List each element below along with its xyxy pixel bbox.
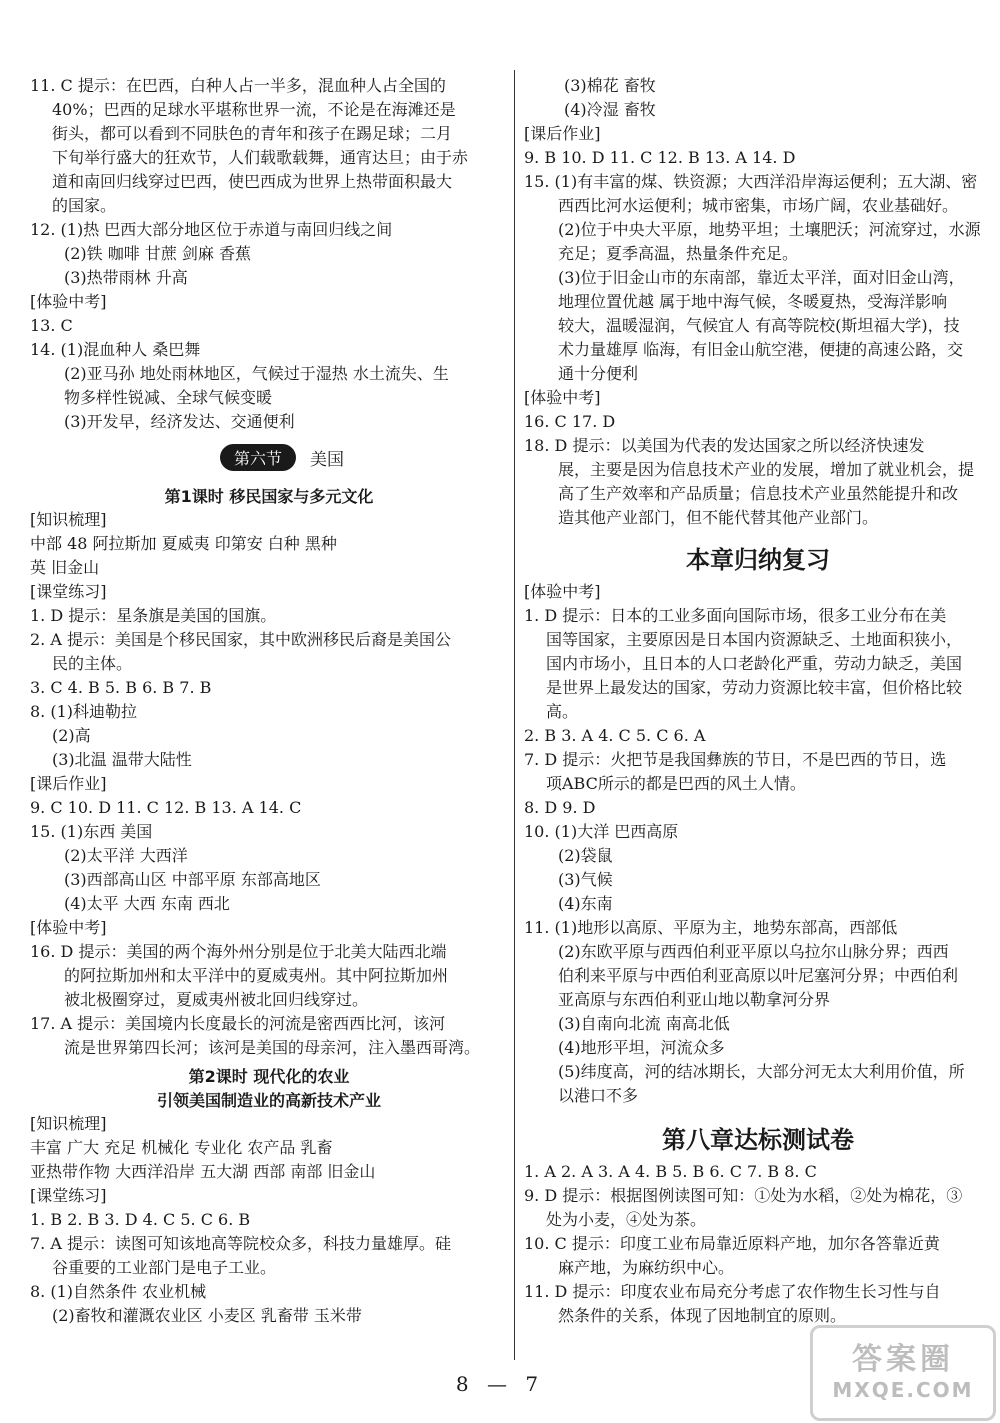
text-line: 1. A 2. A 3. A 4. B 5. B 6. C 7. B 8. C — [524, 1162, 817, 1181]
text-line: 丰富 广大 充足 机械化 专业化 农产品 乳畜 — [30, 1138, 333, 1157]
text-line: (3)开发早，经济发达、交通便利 — [64, 412, 295, 431]
subsection-heading: [体验中考] — [524, 388, 601, 407]
text-line: 展，主要是因为信息技术产业的发展，增加了就业机会，提 — [558, 460, 975, 479]
text-line: (3)西部高山区 中部平原 东部高地区 — [64, 870, 321, 889]
column-divider — [514, 70, 515, 1360]
section-name: 美国 — [310, 450, 345, 470]
text-line: 谷重要的工业部门是电子工业。 — [52, 1258, 277, 1277]
text-line: 1. D 提示：日本的工业多面向国际市场，很多工业分布在美 — [524, 606, 947, 625]
text-line: 处为小麦，④处为茶。 — [546, 1210, 707, 1229]
watermark-url: MXQE.COM — [832, 1378, 974, 1402]
text-line: 项ABC所示的都是巴西的风土人情。 — [546, 774, 806, 793]
text-line: (2)高 — [52, 726, 91, 745]
text-line: 伯利来平原与中西伯利亚高原以叶尼塞河分界；中西伯利 — [558, 966, 959, 985]
lesson-title: 第1课时 移民国家与多元文化 — [164, 487, 374, 506]
text-line: 以港口不多 — [558, 1086, 639, 1105]
lesson-subtitle: 引领美国制造业的高新技术产业 — [156, 1091, 381, 1110]
text-line: (2)畜牧和灌溉农业区 小麦区 乳畜带 玉米带 — [52, 1306, 362, 1325]
text-line: 的阿拉斯加州和太平洋中的夏威夷州。其中阿拉斯加州 — [64, 966, 449, 985]
watermark-text: 答案圈 — [852, 1342, 954, 1377]
text-line: 造其他产业部门，但不能代替其他产业部门。 — [558, 508, 879, 527]
text-line: 13. C — [30, 316, 73, 335]
chapter-review-title: 本章归纳复习 — [686, 546, 830, 574]
text-line: 18. D 提示：以美国为代表的发达国家之所以经济快速发 — [524, 436, 925, 455]
text-line: 国等国家，主要原因是日本国内资源缺乏、土地面积狭小， — [546, 630, 963, 649]
text-line: 17. A 提示：美国境内长度最长的河流是密西西比河，该河 — [30, 1014, 446, 1033]
text-line: (4)东南 — [558, 894, 613, 913]
text-line: (3)棉花 畜牧 — [564, 76, 656, 95]
text-line: 2. A 提示：美国是个移民国家，其中欧洲移民后裔是美国公 — [30, 630, 451, 649]
text-line: 7. D 提示：火把节是我国彝族的节日，不是巴西的节日，选 — [524, 750, 947, 769]
subsection-heading: [课后作业] — [30, 774, 107, 793]
section-header — [220, 444, 344, 471]
text-line: 1. D 提示：星条旗是美国的国旗。 — [30, 606, 277, 625]
text-line: 被北极圈穿过，夏威夷州被北回归线穿过。 — [64, 990, 369, 1009]
subsection-heading: [体验中考] — [30, 918, 107, 937]
text-line: 术力量雄厚 临海，有旧金山航空港，便捷的高速公路，交 — [558, 340, 964, 359]
text-line: 高了生产效率和产品质量；信息技术产业虽然能提升和改 — [558, 484, 959, 503]
text-line: 11. D 提示：印度农业布局充分考虑了农作物生长习性与自 — [524, 1282, 941, 1301]
text-line: (3)气候 — [558, 870, 613, 889]
text-line: 道和南回归线穿过巴西，使巴西成为世界上热带面积最大 — [52, 172, 453, 191]
text-line: 中部 48 阿拉斯加 夏威夷 印第安 白种 黑种 — [30, 534, 337, 553]
text-line: (4)地形平坦，河流众多 — [558, 1038, 725, 1057]
text-line: (2)东欧平原与西西伯利亚平原以乌拉尔山脉分界；西西 — [558, 942, 949, 961]
text-line: 11. C 提示：在巴西，白种人占一半多，混血种人占全国的 — [30, 76, 446, 95]
text-line: 充足；夏季高温，热量条件充足。 — [558, 244, 799, 263]
text-line: 12. (1)热 巴西大部分地区位于赤道与南回归线之间 — [30, 220, 393, 239]
text-line: 地理位置优越 属于地中海气候，冬暖夏热，受海洋影响 — [558, 292, 948, 311]
text-line: 国内市场小，且日本的人口老龄化严重，劳动力缺乏，美国 — [546, 654, 963, 673]
subsection-heading: [课堂练习] — [30, 582, 107, 601]
watermark-logo — [810, 1325, 996, 1421]
text-line: 通十分便利 — [558, 364, 639, 383]
text-line: 7. A 提示：读图可知该地高等院校众多，科技力量雄厚。硅 — [30, 1234, 451, 1253]
text-line: (2)袋鼠 — [558, 846, 613, 865]
text-line: (3)北温 温带大陆性 — [52, 750, 192, 769]
text-line: 16. D 提示：美国的两个海外州分别是位于北美大陆西北端 — [30, 942, 447, 961]
text-line: 街头，都可以看到不同肤色的青年和孩子在踢足球；二月 — [52, 124, 453, 143]
subsection-heading: [体验中考] — [30, 292, 107, 311]
text-line: 的国家。 — [52, 196, 117, 215]
text-line: (4)太平 大西 东南 西北 — [64, 894, 230, 913]
text-line: (2)铁 咖啡 甘蔗 剑麻 香蕉 — [64, 244, 252, 263]
text-line: (2)位于中央大平原，地势平坦；土壤肥沃；河流穿过，水源 — [558, 220, 981, 239]
text-line: 9. D 提示：根据图例读图可知：①处为水稻，②处为棉花，③ — [524, 1186, 963, 1205]
text-line: 1. B 2. B 3. D 4. C 5. C 6. B — [30, 1210, 251, 1229]
subsection-heading: [课后作业] — [524, 124, 601, 143]
text-line: 15. (1)有丰富的煤、铁资源；大西洋沿岸海运便利；五大湖、密 — [524, 172, 978, 191]
text-line: 3. C 4. B 5. B 6. B 7. B — [30, 678, 212, 697]
text-line: 较大，温暖湿润，气候宜人 有高等院校(斯坦福大学)，技 — [558, 316, 960, 335]
subsection-heading: [课堂练习] — [30, 1186, 107, 1205]
text-line: (5)纬度高，河的结冰期长，大部分河无太大利用价值，所 — [558, 1062, 965, 1081]
section-tag: 第六节 — [220, 444, 296, 471]
text-line: (2)亚马孙 地处雨林地区，气候过于湿热 水土流失、生 — [64, 364, 449, 383]
subsection-heading: [知识梳理] — [30, 510, 107, 529]
text-line: 10. (1)大洋 巴西高原 — [524, 822, 679, 841]
text-line: (4)冷湿 畜牧 — [564, 100, 656, 119]
text-line: (3)自南向北流 南高北低 — [558, 1014, 730, 1033]
text-line: 10. C 提示：印度工业布局靠近原料产地，加尔各答靠近黄 — [524, 1234, 940, 1253]
text-line: 8. D 9. D — [524, 798, 596, 817]
subsection-heading: [知识梳理] — [30, 1114, 107, 1133]
text-line: 英 旧金山 — [30, 558, 100, 577]
text-line: 麻产地，为麻纺织中心。 — [558, 1258, 735, 1277]
text-line: 西西比河水运便利；城市密集，市场广阔，农业基础好。 — [558, 196, 959, 215]
text-line: (2)太平洋 大西洋 — [64, 846, 188, 865]
text-line: 物多样性锐减、全球气候变暖 — [64, 388, 273, 407]
text-line: 40%；巴西的足球水平堪称世界一流，不论是在海滩还是 — [52, 100, 456, 119]
subsection-heading: [体验中考] — [524, 582, 601, 601]
text-line: 亚高原与东西伯利亚山地以勒拿河分界 — [558, 990, 831, 1009]
text-line: 9. C 10. D 11. C 12. B 13. A 14. C — [30, 798, 302, 817]
text-line: 8. (1)科迪勒拉 — [30, 702, 138, 721]
text-line: 高。 — [546, 702, 579, 721]
text-line: 2. B 3. A 4. C 5. C 6. A — [524, 726, 706, 745]
text-line: (3)热带雨林 升高 — [64, 268, 188, 287]
lesson-title: 第2课时 现代化的农业 — [188, 1067, 350, 1086]
text-line: (3)位于旧金山市的东南部，靠近太平洋，面对旧金山湾， — [558, 268, 965, 287]
text-line: 流是世界第四长河；该河是美国的母亲河，注入墨西哥湾。 — [64, 1038, 481, 1057]
text-line: 9. B 10. D 11. C 12. B 13. A 14. D — [524, 148, 796, 167]
text-line: 然条件的关系，体现了因地制宜的原则。 — [558, 1306, 847, 1325]
text-line: 下旬举行盛大的狂欢节，人们载歌载舞，通宵达旦；由于赤 — [52, 148, 469, 167]
test-title: 第八章达标测试卷 — [662, 1126, 854, 1154]
text-line: 15. (1)东西 美国 — [30, 822, 153, 841]
page-number: 8 — 7 — [455, 1372, 545, 1396]
text-line: 16. C 17. D — [524, 412, 616, 431]
text-line: 民的主体。 — [52, 654, 133, 673]
text-line: 亚热带作物 大西洋沿岸 五大湖 西部 南部 旧金山 — [30, 1162, 376, 1181]
text-line: 是世界上最发达的国家，劳动力资源比较丰富，但价格比较 — [546, 678, 963, 697]
text-line: 14. (1)混血种人 桑巴舞 — [30, 340, 201, 359]
text-line: 8. (1)自然条件 农业机械 — [30, 1282, 207, 1301]
text-line: 11. (1)地形以高原、平原为主，地势东部高，西部低 — [524, 918, 898, 937]
